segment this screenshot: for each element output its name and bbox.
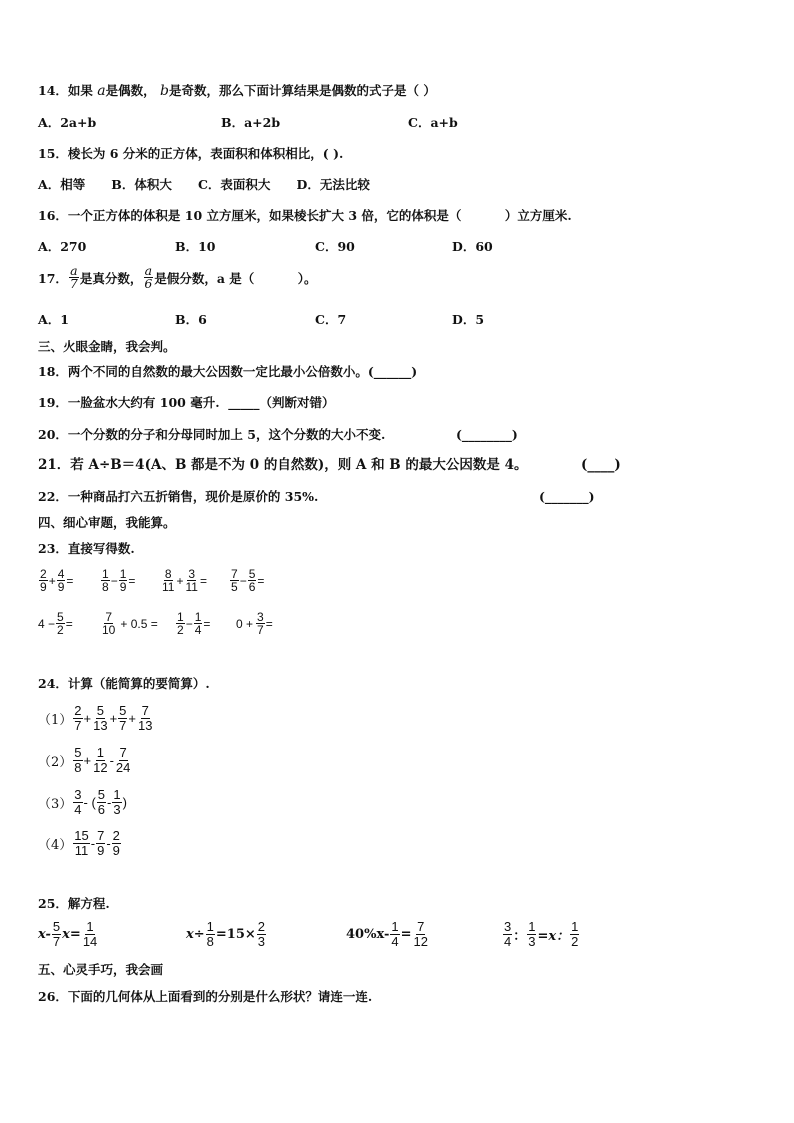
q23-item-3: [160, 568, 207, 593]
denominator: 5: [231, 580, 238, 594]
fraction: [390, 920, 399, 949]
numerator: 1: [86, 919, 94, 934]
q17-option-a: A．1: [38, 312, 69, 327]
numerator: 1: [194, 610, 202, 624]
numerator: 8: [164, 567, 172, 581]
fraction: [194, 611, 203, 636]
q14-text-2: 是偶数，: [105, 83, 156, 98]
numerator: 1: [206, 919, 214, 934]
fraction: [112, 788, 121, 817]
prefix: 4 −: [38, 616, 56, 631]
fraction: [176, 611, 185, 636]
equals: =: [65, 616, 73, 631]
prefix: x÷: [186, 927, 205, 942]
denominator: 8: [74, 760, 82, 775]
fraction: [39, 568, 48, 593]
fraction: [256, 611, 265, 636]
q24-problem-2: [38, 746, 132, 775]
q25-title: 25．解方程.: [38, 896, 110, 911]
fraction: [184, 568, 198, 593]
operator: −: [110, 573, 118, 588]
equals: =: [128, 573, 136, 588]
numerator: 4: [57, 567, 65, 581]
numerator: 1: [391, 919, 399, 934]
denominator: 9: [57, 580, 65, 594]
q24-problem-1: [38, 704, 154, 733]
fraction: [115, 746, 131, 775]
denominator: 2: [571, 934, 579, 949]
q16-option-a: A．270: [38, 239, 87, 254]
problem-label: （3）: [38, 797, 73, 812]
q16-option-d: D．60: [452, 239, 493, 254]
numerator: 3: [188, 567, 196, 581]
q25-equation-3: [346, 920, 430, 949]
denominator: 8: [206, 934, 214, 949]
operator: -: [109, 753, 114, 768]
q17-stem: [38, 265, 317, 290]
numerator: 1: [119, 567, 127, 581]
q14-option-a: A．2a+b: [38, 115, 97, 130]
denominator: 11: [74, 843, 89, 858]
fraction: [570, 920, 579, 949]
var-b: b: [160, 83, 169, 99]
denominator: 14: [82, 934, 98, 949]
numerator: 1: [177, 610, 184, 624]
q21: 21．若 A÷B＝4(A、B 都是不为 0 的自然数)，则 A 和 B 的最大公因数是 4。: [38, 457, 528, 473]
q17-option-c: C．7: [315, 312, 347, 327]
q22: 22．一种商品打六五折销售，现价是原价的 35%.: [38, 489, 319, 504]
fraction: [112, 829, 121, 858]
numerator: 5: [119, 703, 127, 718]
denominator: 2: [177, 623, 184, 637]
middle: =x：: [537, 929, 570, 944]
q15-options: A．相等 B．体积大 C．表面积大 D．无法比较: [38, 177, 370, 192]
q16-option-c: C．90: [315, 239, 355, 254]
q24-problem-3: [38, 788, 127, 817]
fraction: [119, 568, 128, 593]
q25-equation-4: [502, 920, 580, 949]
fraction: [248, 568, 257, 593]
numerator: 5: [57, 610, 64, 624]
denominator: 4: [194, 623, 202, 637]
q14-option-c: C．a+b: [408, 115, 458, 130]
q20-answer-blank[interactable]: (________): [456, 427, 518, 442]
q16-stem: 16．一个正方体的体积是 10 立方厘米，如果棱长扩大 3 倍，它的体积是（ ）立方厘米.: [38, 208, 572, 223]
denominator: 6: [248, 580, 256, 594]
fraction: [73, 704, 82, 733]
fraction: [56, 611, 65, 636]
numerator: 2: [40, 567, 47, 581]
q17-option-d: D．5: [452, 312, 485, 327]
operator: +: [128, 711, 136, 726]
q17-text-1: 是真分数，: [79, 270, 143, 286]
ratio-sign: ：: [513, 929, 527, 944]
fraction: [137, 704, 153, 733]
numerator: 7: [417, 919, 425, 934]
fraction: [57, 568, 66, 593]
fraction: [69, 265, 79, 290]
denominator: 3: [113, 802, 121, 817]
numerator: 1: [528, 919, 536, 934]
q25-equation-1: [38, 920, 99, 949]
denominator: 9: [40, 580, 47, 594]
fraction: [118, 704, 127, 733]
denominator: 4: [74, 802, 82, 817]
equals: =: [199, 573, 207, 588]
prefix: x-: [38, 927, 51, 942]
middle: =15×: [215, 927, 256, 942]
prefix: 40%x-: [346, 927, 390, 942]
denominator: 2: [57, 623, 64, 637]
numerator: a: [70, 263, 78, 278]
q14-option-b: B．a+2b: [221, 115, 281, 130]
numerator: 2: [112, 828, 120, 843]
denominator: 10: [102, 623, 116, 637]
numerator: 1: [113, 787, 121, 802]
q18: 18．两个不同的自然数的最大公因数一定比最小公倍数小。(______): [38, 364, 418, 379]
denominator: 3: [528, 934, 536, 949]
section-3-heading: 三、火眼金睛，我会判。: [38, 339, 176, 354]
numerator: 3: [257, 610, 264, 624]
equals: =: [257, 573, 265, 588]
q15-stem: 15．棱长为 6 分米的正方体，表面积和体积相比，( ).: [38, 146, 344, 161]
fraction: [92, 746, 108, 775]
q23-item-4: [229, 568, 264, 593]
numerator: a: [144, 263, 153, 278]
problem-label: （2）: [38, 755, 73, 770]
denominator: 12: [93, 760, 108, 775]
q23-item-1: [38, 568, 73, 593]
fraction: [503, 920, 512, 949]
denominator: 9: [112, 843, 120, 858]
problem-label: （1）: [38, 713, 73, 728]
numerator: 7: [97, 828, 105, 843]
operator: −: [185, 616, 193, 631]
var-a: a: [97, 83, 106, 99]
operator: -: [90, 836, 96, 851]
q23-item-7: [175, 611, 210, 636]
q17-option-b: B．6: [175, 312, 207, 327]
middle: x=: [62, 927, 81, 942]
q26: 26．下面的几何体从上面看到的分别是什么形状？请连一连.: [38, 989, 373, 1004]
section-5-heading: 五、心灵手巧，我会画: [38, 962, 164, 977]
q23-item-6: [100, 611, 158, 636]
q14-text-1: 14．如果: [38, 83, 93, 98]
denominator: 7: [69, 276, 78, 291]
fraction: [101, 568, 110, 593]
denominator: 24: [115, 760, 131, 775]
q25-equation-2: [186, 920, 267, 949]
q21-answer-blank[interactable]: (____): [581, 457, 621, 473]
denominator: 7: [119, 718, 127, 733]
operator: +: [176, 573, 184, 588]
fraction: [230, 568, 239, 593]
q23-item-2: [100, 568, 135, 593]
denominator: 8: [102, 580, 109, 594]
numerator: 7: [119, 745, 127, 760]
denominator: 9: [97, 843, 105, 858]
equals: =: [66, 573, 74, 588]
fraction: [161, 568, 175, 593]
denominator: 6: [97, 802, 106, 817]
q16-option-b: B．10: [175, 239, 216, 254]
operator: -: [106, 836, 111, 851]
numerator: 7: [105, 610, 113, 624]
numerator: 7: [141, 703, 149, 718]
suffix: + 0.5 =: [120, 616, 158, 631]
fraction: [257, 920, 266, 949]
q14-text-3: 是奇数，那么下面计算结果是偶数的式子是（ ）: [168, 83, 436, 98]
denominator: 11: [185, 580, 198, 594]
denominator: 13: [138, 718, 153, 733]
prefix: 0 +: [236, 616, 254, 631]
fraction: [92, 704, 108, 733]
fraction: [413, 920, 429, 949]
fraction: [206, 920, 215, 949]
fraction: [527, 920, 536, 949]
denominator: 3: [257, 934, 266, 949]
denominator: 6: [144, 276, 153, 291]
fraction: [73, 746, 82, 775]
problem-label: （4）: [38, 838, 73, 853]
numerator: 3: [504, 919, 512, 934]
numerator: 5: [96, 703, 104, 718]
numerator: 1: [102, 567, 109, 581]
q23-title: 23．直接写得数.: [38, 541, 135, 556]
denominator: 4: [391, 934, 399, 949]
numerator: 1: [96, 745, 104, 760]
numerator: 2: [74, 703, 82, 718]
denominator: 9: [119, 580, 127, 594]
numerator: 2: [257, 919, 266, 934]
denominator: 7: [74, 718, 82, 733]
numerator: 5: [97, 787, 106, 802]
q22-answer-blank[interactable]: (_______): [539, 489, 595, 504]
numerator: 5: [52, 919, 61, 934]
q23-item-5: [38, 611, 73, 636]
section-4-heading: 四、细心审题，我能算。: [38, 515, 176, 530]
denominator: 13: [93, 718, 108, 733]
middle: =: [400, 927, 412, 942]
q24-problem-4: [38, 829, 122, 858]
q20: 20．一个分数的分子和分母同时加上 5，这个分数的大小不变.: [38, 427, 386, 442]
operator: +: [83, 711, 92, 726]
denominator: 4: [504, 934, 512, 949]
q23-item-8: [236, 611, 273, 636]
fraction: [73, 788, 82, 817]
operator: - (: [83, 795, 96, 810]
numerator: 15: [74, 828, 89, 843]
denominator: 7: [257, 623, 264, 637]
fraction: [97, 788, 106, 817]
q19: 19．一脸盆水大约有 100 毫升. _____（判断对错）: [38, 395, 335, 410]
equals: =: [265, 616, 273, 631]
denominator: 12: [413, 934, 428, 949]
numerator: 5: [248, 567, 256, 581]
q24-title: 24．计算（能简算的要简算）.: [38, 676, 210, 691]
numerator: 7: [231, 567, 238, 581]
fraction: [101, 611, 116, 636]
fraction: [73, 829, 89, 858]
numerator: 1: [571, 919, 579, 934]
operator: +: [48, 573, 56, 588]
q17-text-2: 是假分数，a 是（ ）。: [154, 270, 317, 286]
q14-stem: [38, 83, 436, 99]
fraction: [82, 920, 98, 949]
fraction: [96, 829, 105, 858]
numerator: 5: [74, 745, 82, 760]
fraction: [52, 920, 61, 949]
q17-number: 17．: [38, 270, 68, 286]
equals: =: [203, 616, 211, 631]
denominator: 11: [162, 580, 175, 594]
numerator: 3: [74, 787, 82, 802]
close-paren: ): [122, 795, 127, 810]
operator: +: [109, 711, 118, 726]
operator: +: [83, 753, 92, 768]
operator: −: [239, 573, 247, 588]
operator: -: [107, 795, 112, 810]
fraction: [143, 265, 153, 290]
denominator: 7: [52, 934, 61, 949]
